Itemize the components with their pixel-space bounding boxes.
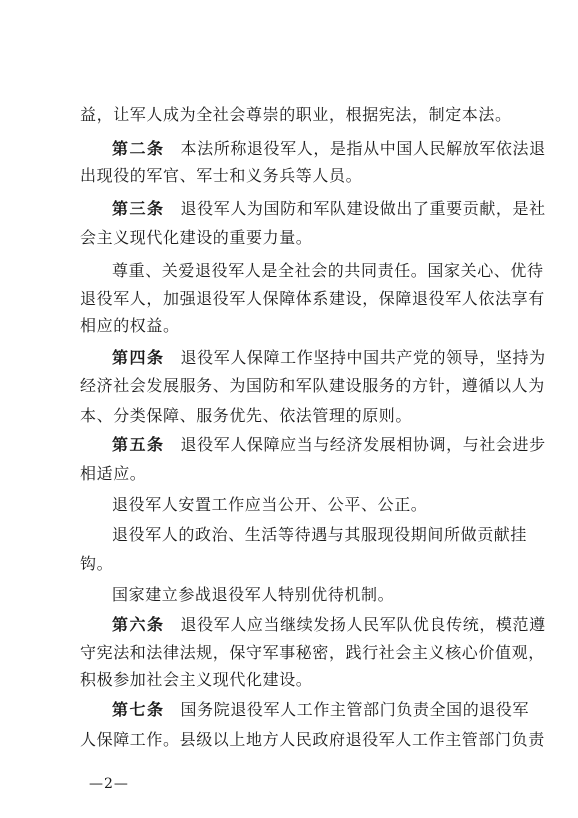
article-heading: 第五条 (112, 435, 165, 454)
text-line: 国家建立参战退役军人特别优待机制。 (112, 585, 395, 604)
text-line: 退役军人安置工作应当公开、公平、公正。 (112, 495, 428, 514)
text-line: 积极参加社会主义现代化建设。 (80, 670, 313, 689)
text-line: 本、分类保障、服务优先、依法管理的原则。 (80, 406, 413, 425)
text-line: 相适应。 (80, 464, 147, 483)
page-number: —2— (89, 776, 129, 792)
article-7-line (112, 697, 529, 723)
article-6-line (112, 612, 546, 638)
text-line: 出现役的军官、军士和义务兵等人员。 (80, 166, 363, 185)
article-text: 本法所称退役军人，是指从中国人民解放军依法退 (180, 139, 546, 158)
text-line: 人保障工作。县级以上地方人民政府退役军人工作主管部门负责 (80, 730, 545, 749)
text-line: 守宪法和法律法规，保守军事秘密，践行社会主义核心价值观， (80, 643, 545, 662)
text-line: 经济社会发展服务、为国防和军队建设服务的方针，遵循以人为 (80, 376, 545, 395)
text-line: 尊重、关爱退役军人是全社会的共同责任。国家关心、优待 (112, 261, 544, 280)
article-3-line (112, 196, 546, 222)
article-text: 退役军人应当继续发扬人民军队优良传统，模范遵 (180, 615, 546, 634)
text-line: 钩。 (80, 554, 114, 573)
article-text: 退役军人保障工作坚持中国共产党的领导，坚持为 (180, 348, 546, 367)
text-line: 益，让军人成为全社会尊崇的职业，根据宪法，制定本法。 (80, 105, 512, 124)
article-text: 退役军人为国防和军队建设做出了重要贡献，是社 (180, 199, 546, 218)
text-line: 退役军人，加强退役军人保障体系建设，保障退役军人依法享有 (80, 289, 545, 308)
text-line: 相应的权益。 (80, 316, 180, 335)
article-text: 退役军人保障应当与经济发展相协调，与社会进步 (180, 435, 546, 454)
text-line: 退役军人的政治、生活等待遇与其服现役期间所做贡献挂 (112, 525, 528, 544)
article-5-line (112, 432, 546, 458)
article-4-line (112, 345, 546, 371)
text-line: 会主义现代化建设的重要力量。 (80, 228, 313, 247)
article-heading: 第七条 (112, 700, 165, 719)
article-heading: 第三条 (112, 199, 165, 218)
article-heading: 第四条 (112, 348, 165, 367)
article-heading: 第六条 (112, 615, 165, 634)
article-2-line (112, 136, 546, 162)
article-heading: 第二条 (112, 139, 165, 158)
article-text: 国务院退役军人工作主管部门负责全国的退役军 (180, 700, 530, 719)
